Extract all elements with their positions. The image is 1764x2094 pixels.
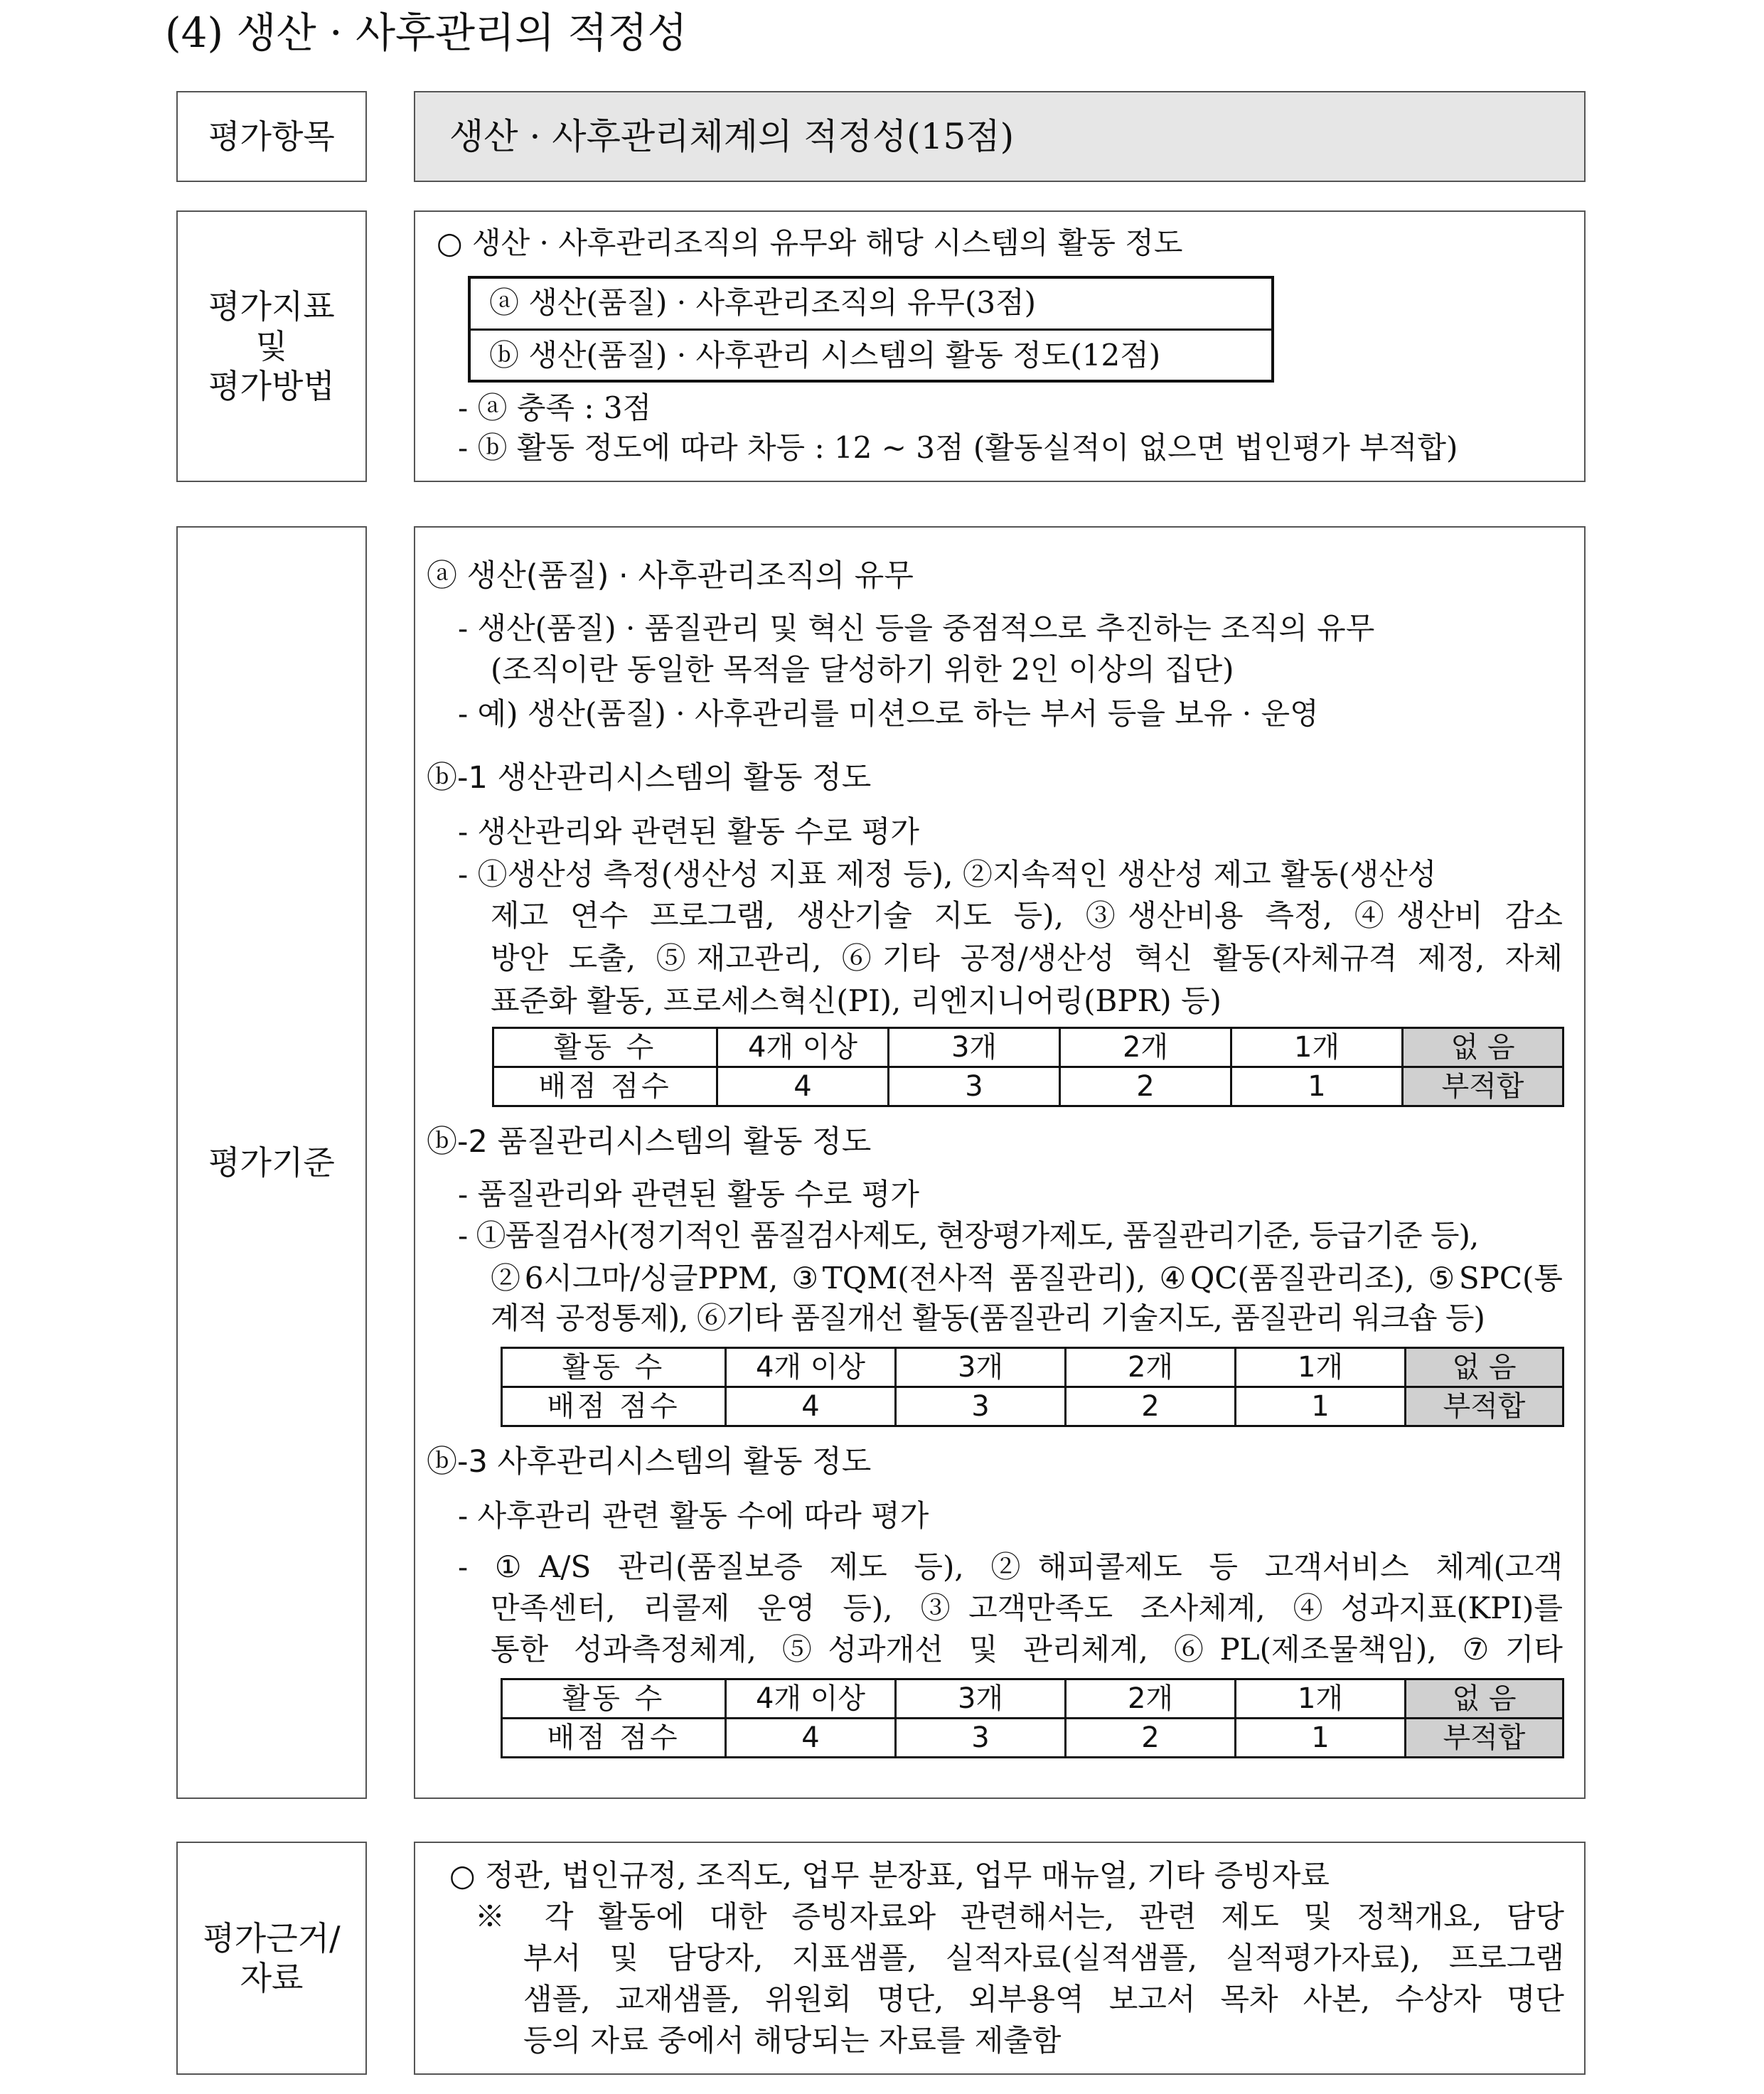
basis-label-line: 평가근거/ [203, 1919, 341, 1957]
item-value: 생산 · 사후관리체계의 적정성(15점) [449, 116, 1015, 157]
item-label [176, 91, 367, 182]
table-cell: 2 [1060, 1067, 1231, 1106]
indicator-subitems-box [468, 276, 1274, 383]
table-cell: 부적합 [1406, 1387, 1563, 1426]
basis-label [176, 1842, 367, 2075]
table-cell: 3 [896, 1387, 1066, 1426]
criteria-b1-line: - ①생산성 측정(생산성 지표 제정 등), ②지속적인 생산성 제고 활동(생산성 [458, 857, 1437, 892]
table-cell: 4 [726, 1719, 896, 1758]
indicator-note-a: - ⓐ 충족 : 3점 [458, 390, 652, 425]
table-cell: 부적합 [1406, 1719, 1563, 1758]
section-title: (4) 생산 · 사후관리의 적정성 [165, 9, 688, 57]
criteria-b1-line: 표준화 활동, 프로세스혁신(PI), 리엔지니어링(BPR) 등) [491, 983, 1222, 1018]
indicator-content [414, 210, 1586, 482]
table-cell: 1 [1231, 1067, 1403, 1106]
table-cell: 2 [1066, 1719, 1236, 1758]
table-cell: 배점 점수 [502, 1719, 726, 1758]
indicator-label-line: 평가방법 [208, 367, 335, 405]
table-cell: 없 음 [1406, 1348, 1563, 1387]
table-cell: 1개 [1231, 1028, 1403, 1067]
table-cell: 없 음 [1406, 1679, 1563, 1719]
table-cell: 1 [1236, 1719, 1406, 1758]
score-table-row [502, 1387, 1563, 1426]
score-table-row [493, 1067, 1563, 1106]
table-cell: 4 [717, 1067, 889, 1106]
indicator-box-divider [471, 328, 1271, 331]
basis-label-line: 자료 [240, 1959, 304, 1997]
score-table-row [502, 1679, 1563, 1719]
criteria-b3-line: - ①A/S 관리(품질보증 제도 등), ②해피콜제도 등 고객서비스 체계(고객 [458, 1549, 1563, 1584]
score-table-row [493, 1028, 1563, 1067]
table-cell: 4 [726, 1387, 896, 1426]
basis-note-line: 샘플, 교재샘플, 위원회 명단, 외부용역 보고서 목차 사본, 수상자 명단 [523, 1982, 1564, 2016]
table-cell: 3 [889, 1067, 1060, 1106]
item-label-text: 평가항목 [208, 117, 335, 156]
criteria-a-line: (조직이란 동일한 목적을 달성하기 위한 2인 이상의 집단) [491, 652, 1234, 687]
criteria-b2-line: - ①품질검사(정기적인 품질검사제도, 현장평가제도, 품질관리기준, 등급기준 등), [458, 1218, 1479, 1253]
table-cell: 2개 [1060, 1028, 1231, 1067]
table-cell: 배점 점수 [502, 1387, 726, 1426]
basis-note-line: ※ 각 활동에 대한 증빙자료와 관련해서는, 관련 제도 및 정책개요, 담당 [475, 1899, 1564, 1934]
criteria-b3-title: ⓑ-3 사후관리시스템의 활동 정도 [427, 1444, 872, 1480]
criteria-b1-title: ⓑ-1 생산관리시스템의 활동 정도 [427, 760, 872, 796]
criteria-b2-line: - 품질관리와 관련된 활동 수로 평가 [458, 1177, 919, 1212]
indicator-note-b: - ⓑ 활동 정도에 따라 차등 : 12 ~ 3점 (활동실적이 없으면 법인평가 부적합) [458, 430, 1458, 465]
criteria-b3-line: 만족센터, 리콜제 운영 등), ③고객만족도 조사체계, ④성과지표(KPI)를 [491, 1591, 1563, 1625]
table-cell: 활동 수 [502, 1348, 726, 1387]
criteria-content [414, 526, 1586, 1799]
criteria-b3-line: - 사후관리 관련 활동 수에 따라 평가 [458, 1498, 929, 1533]
table-cell: 없 음 [1403, 1028, 1563, 1067]
basis-note-line: 부서 및 담당자, 지표샘플, 실적자료(실적샘플, 실적평가자료), 프로그램 [523, 1940, 1564, 1975]
table-cell: 3 [896, 1719, 1066, 1758]
score-table-production [492, 1027, 1564, 1107]
criteria-label [176, 526, 367, 1799]
score-table-quality [501, 1347, 1564, 1427]
table-cell: 4개 이상 [726, 1679, 896, 1719]
table-cell: 3개 [889, 1028, 1060, 1067]
basis-line: ○ 정관, 법인규정, 조직도, 업무 분장표, 업무 매뉴얼, 기타 증빙자료 [449, 1858, 1330, 1893]
item-value-box [414, 91, 1586, 182]
table-cell: 1 [1236, 1387, 1406, 1426]
criteria-a-line: - 생산(품질) · 품질관리 및 혁신 등을 중점적으로 추진하는 조직의 유무 [458, 611, 1375, 646]
basis-note-line: 등의 자료 중에서 해당되는 자료를 제출함 [523, 2023, 1062, 2058]
criteria-b3-line: 통한 성과측정체계, ⑤성과개선 및 관리체계, ⑥PL(제조물책임), ⑦기타 [491, 1632, 1563, 1667]
criteria-b2-line: ②6시그마/싱글PPM, ③TQM(전사적 품질관리), ④QC(품질관리조), ⑤SPC(통 [491, 1261, 1563, 1296]
criteria-b1-line: - 생산관리와 관련된 활동 수로 평가 [458, 814, 919, 849]
table-cell: 1개 [1236, 1348, 1406, 1387]
table-cell: 2개 [1066, 1679, 1236, 1719]
table-cell: 4개 이상 [717, 1028, 889, 1067]
score-table-aftercare [501, 1678, 1564, 1758]
table-cell: 2개 [1066, 1348, 1236, 1387]
indicator-subitem-b: ⓑ 생산(품질) · 사후관리 시스템의 활동 정도(12점) [489, 338, 1161, 373]
criteria-b1-line: 방안 도출, ⑤재고관리, ⑥기타 공정/생산성 혁신 활동(자체규격 제정, 자체 [491, 941, 1563, 976]
indicator-label-line: 평가지표 [208, 287, 335, 326]
table-cell: 4개 이상 [726, 1348, 896, 1387]
criteria-b1-line: 제고 연수 프로그램, 생산기술 지도 등), ③생산비용 측정, ④생산비 감소 [491, 898, 1563, 933]
basis-content [414, 1842, 1586, 2075]
criteria-b2-line: 계적 공정통제), ⑥기타 품질개선 활동(품질관리 기술지도, 품질관리 워크숍 등) [491, 1300, 1485, 1335]
table-cell: 활동 수 [493, 1028, 717, 1067]
table-cell: 2 [1066, 1387, 1236, 1426]
indicator-intro: ○ 생산 · 사후관리조직의 유무와 해당 시스템의 활동 정도 [437, 225, 1183, 260]
indicator-subitem-a: ⓐ 생산(품질) · 사후관리조직의 유무(3점) [489, 285, 1037, 320]
indicator-label [176, 210, 367, 482]
criteria-label-text: 평가기준 [208, 1143, 335, 1182]
table-cell: 배점 점수 [493, 1067, 717, 1106]
table-cell: 3개 [896, 1679, 1066, 1719]
table-cell: 3개 [896, 1348, 1066, 1387]
criteria-a-title: ⓐ 생산(품질) · 사후관리조직의 유무 [427, 558, 914, 594]
indicator-label-line: 및 [255, 327, 288, 365]
criteria-b2-title: ⓑ-2 품질관리시스템의 활동 정도 [427, 1124, 872, 1160]
score-table-row [502, 1348, 1563, 1387]
criteria-a-line: - 예) 생산(품질) · 사후관리를 미션으로 하는 부서 등을 보유 · 운영 [458, 696, 1319, 731]
table-cell: 부적합 [1403, 1067, 1563, 1106]
score-table-row [502, 1719, 1563, 1758]
table-cell: 활동 수 [502, 1679, 726, 1719]
table-cell: 1개 [1236, 1679, 1406, 1719]
